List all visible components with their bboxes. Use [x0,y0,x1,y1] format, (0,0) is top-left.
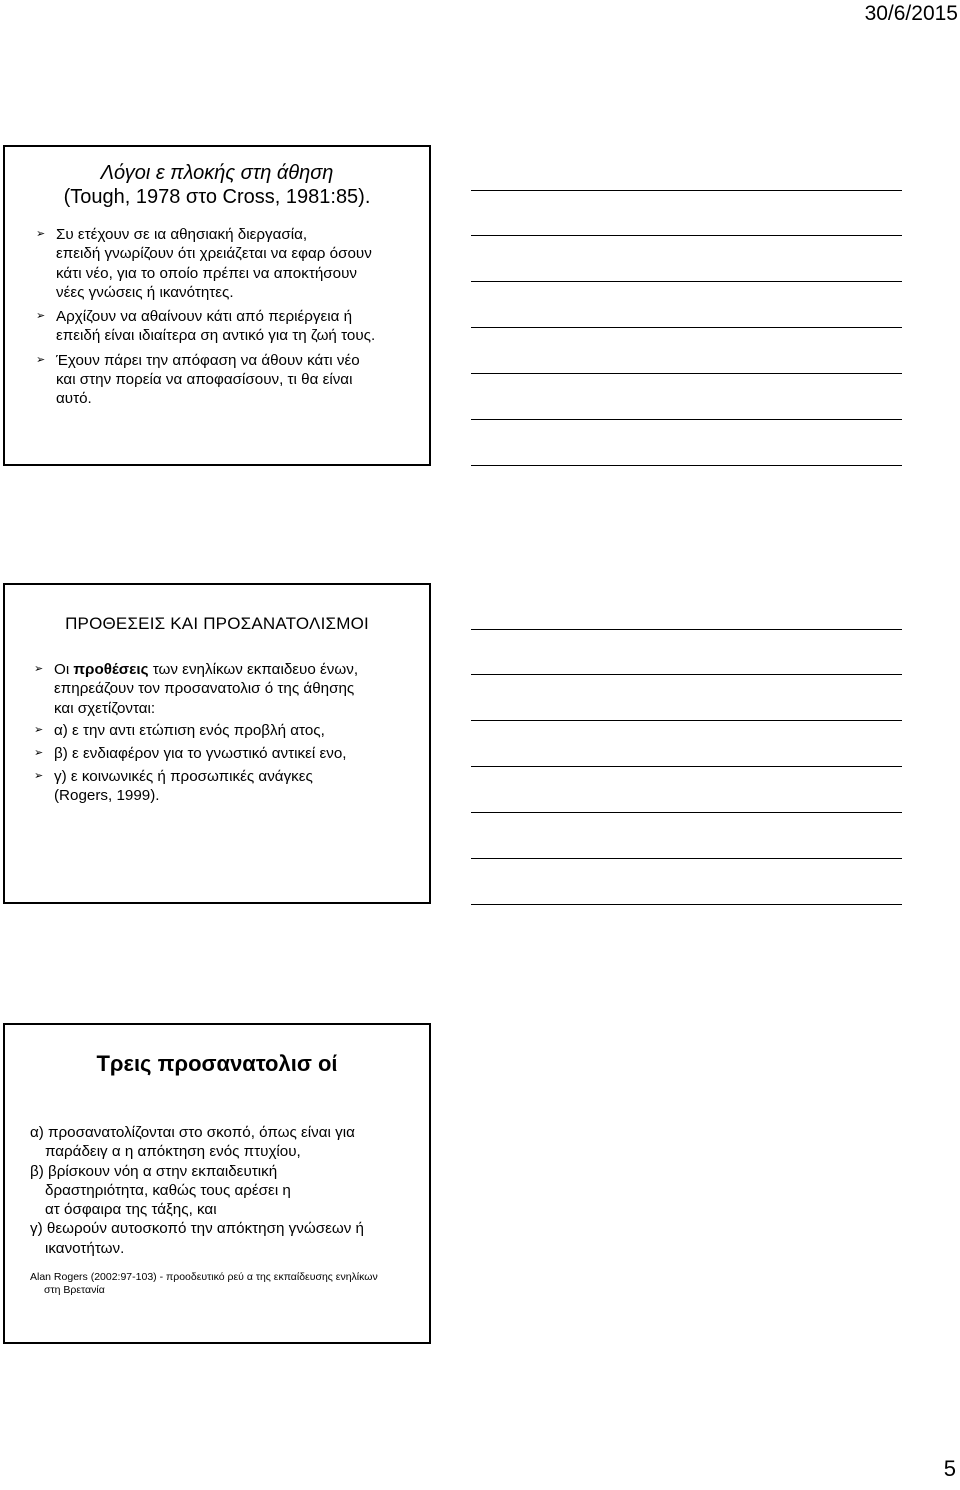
note-line [471,373,902,374]
orientation-item [30,1219,425,1258]
slide-3 [3,1023,431,1344]
bullet-line: γ) ε κοινωνικές ή προσωπικές ανάγκες [54,767,313,785]
bullet-line: Έχουν πάρει την απόφαση να άθουν κάτι νέο [56,351,360,369]
slide-1-title-line-2: (Tough, 1978 στο Cross, 1981:85). [63,186,371,208]
note-line [471,327,902,328]
note-line [471,281,902,282]
slide-1-title [5,161,429,209]
item-line: α) προσανατολίζονται στο σκοπό, όπως είναι για [30,1124,355,1141]
slide-3-reference [30,1271,425,1297]
slide-3-list [30,1123,425,1258]
slide-2-bullet [32,744,422,763]
slide-2-bullet [32,767,422,806]
slide-1-title-line-1: Λόγοι ε πλοκής στη άθηση [100,162,334,184]
note-line [471,720,902,721]
item-line: β) βρίσκουν νόη α στην εκπαιδευτική [30,1162,278,1180]
note-line [471,629,902,630]
bullet-line: και σχετίζονται: [54,699,156,717]
slide-1-bullet-list [34,225,424,414]
reference-line: Alan Rogers (2002:97-103) - προοδευτικό ρεύ α της εκπαίδευσης ενηλίκων [30,1271,378,1283]
bullet-line: επηρεάζουν τον προσανατολισ ό της άθησης [54,680,355,698]
bullet-line: β) ε ενδιαφέρον για το γνωστικό αντικεί ενο, [54,745,347,763]
date-header: 30/6/2015 [864,2,958,25]
slide-2-bullet-list [32,660,422,809]
note-line [471,419,902,420]
slide-2-bullet [32,660,422,718]
note-line [471,465,902,466]
bullet-line: αυτό. [56,390,92,408]
reference-line: στη Βρετανία [44,1284,105,1296]
note-line [471,674,902,675]
bullet-line: Συ ετέχουν σε ια αθησιακή διεργασία, [56,226,308,243]
orientation-item [30,1162,425,1220]
bullet-text-post: των ενηλίκων εκπαιδευο ένων, [148,661,359,678]
note-line [471,904,902,905]
item-line: δραστηριότητα, καθώς τους αρέσει η [45,1181,291,1199]
bullet-line: επειδή γνωρίζουν ότι χρειάζεται να εφαρ όσουν [56,245,372,263]
note-line [471,812,902,813]
slide-1-bullet [34,307,424,346]
slide-1-bullet [34,351,424,409]
slide-1 [3,145,431,466]
slide-2-bullet [32,721,422,740]
bullet-line: α) ε την αντι ετώπιση ενός προβλή ατος, [54,722,325,740]
note-line [471,766,902,767]
orientation-item [30,1123,425,1162]
bullet-line: κάτι νέο, για το οποίο πρέπει να αποκτήσουν [56,264,358,282]
item-line: ατ όσφαιρα της τάξης, και [45,1201,217,1219]
page-number: 5 [943,1456,956,1481]
slide-1-bullet [34,225,424,302]
slide-3-title: Τρεις προσανατολισ οί [96,1051,338,1076]
bullet-line: και στην πορεία να αποφασίσουν, τι θα είναι [56,371,353,389]
bullet-line: Αρχίζουν να αθαίνουν κάτι από περιέργεια ή [56,308,353,326]
slide-2-title: ΠΡΟΘΕΣΕΙΣ ΚΑΙ ΠΡΟΣΑΝΑΤΟΛΙΣΜΟΙ [65,614,369,633]
bullet-line: (Rogers, 1999). [54,787,160,805]
bullet-line: επειδή είναι ιδιαίτερα ση αντικό για τη ζωή τους. [56,327,376,345]
bullet-text-pre: Οι [54,661,74,678]
slide-2 [3,583,431,904]
item-line: ικανοτήτων. [45,1239,125,1257]
note-line [471,190,902,191]
item-line: γ) θεωρούν αυτοσκοπό την απόκτηση γνώσεων ή [30,1220,364,1238]
bullet-bold-term: προθέσεις [73,661,149,678]
bullet-line: νέες γνώσεις ή ικανότητες. [56,283,234,301]
note-line [471,858,902,859]
note-line [471,235,902,236]
item-line: παράδειγ α η απόκτηση ενός πτυχίου, [45,1143,301,1161]
